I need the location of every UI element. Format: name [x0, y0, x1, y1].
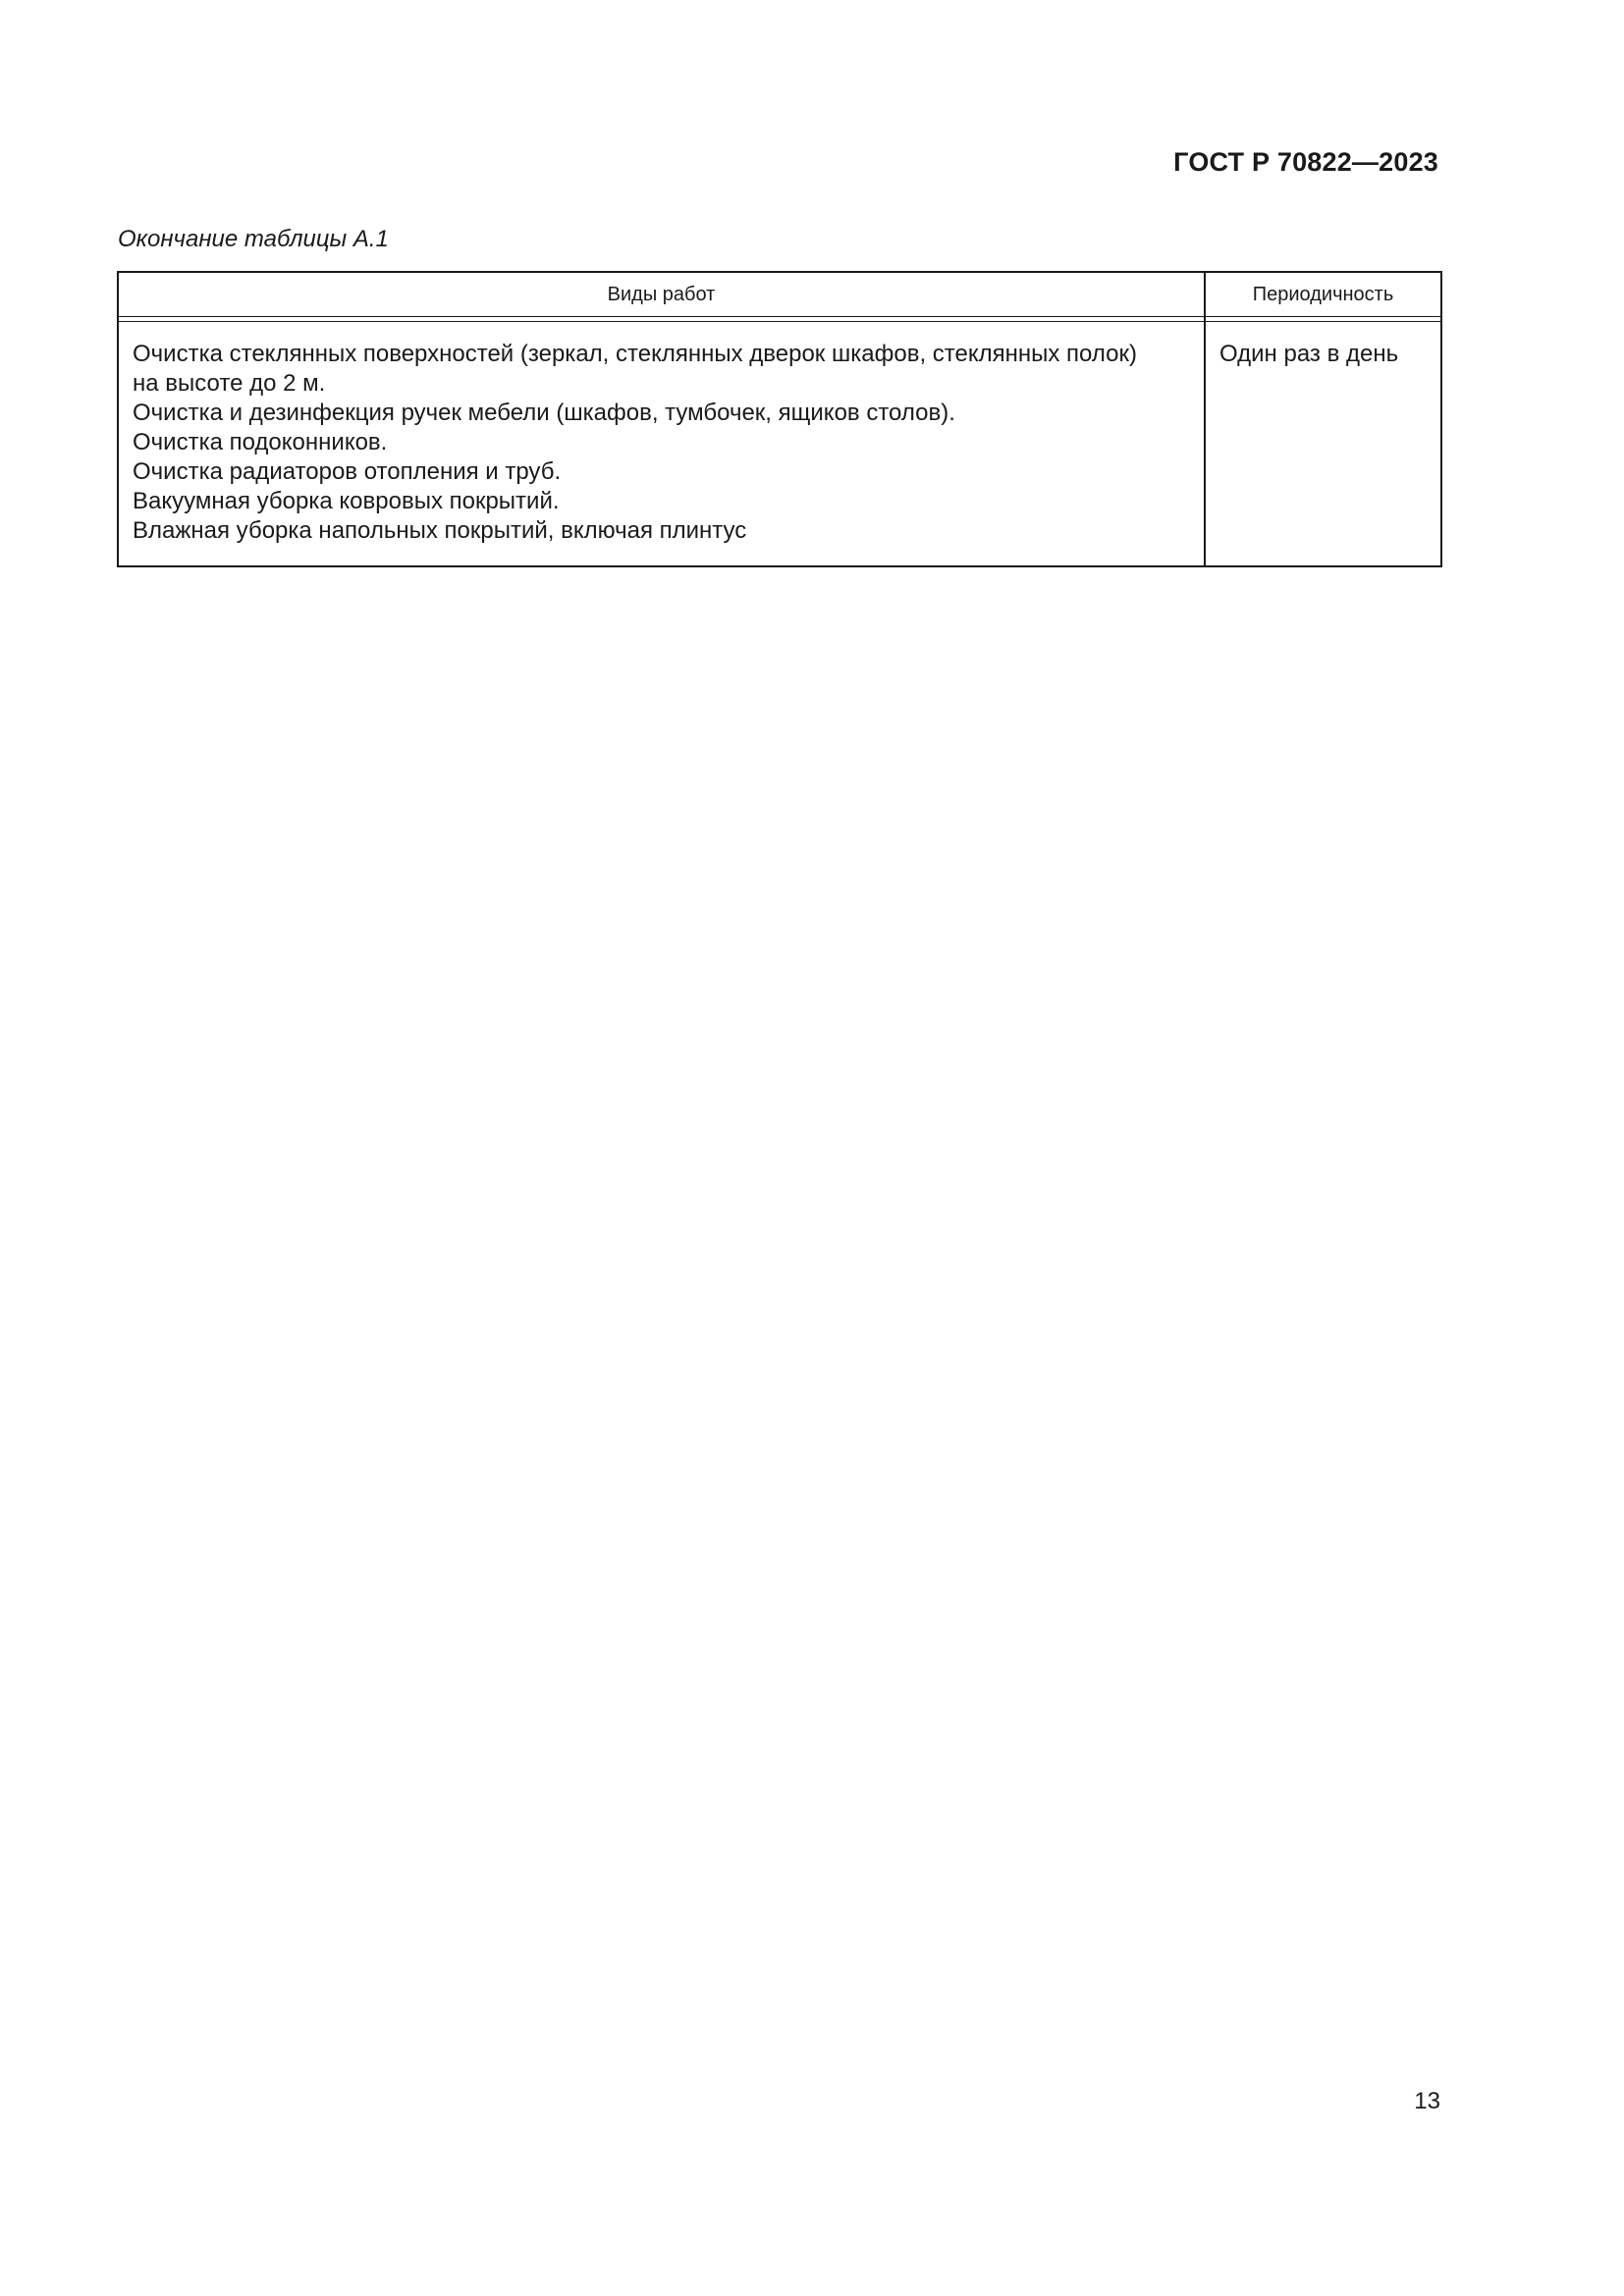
- work-item: Влажная уборка напольных покрытий, включая плинтус: [133, 517, 747, 544]
- page-number: 13: [1414, 2088, 1440, 2114]
- work-item: Очистка радиаторов отопления и труб.: [133, 458, 562, 485]
- work-table: [119, 273, 1440, 565]
- document-code: ГОСТ Р 70822—2023: [1173, 147, 1438, 177]
- works-cell: [119, 322, 1205, 566]
- table-header-row: [119, 273, 1440, 317]
- column-header-works: Виды работ: [119, 273, 1205, 317]
- table-row: [119, 322, 1440, 566]
- periodicity-cell: Один раз в день: [1219, 341, 1399, 367]
- work-item: Очистка и дезинфекция ручек мебели (шкафов, тумбочек, ящиков столов).: [133, 400, 955, 426]
- work-item: на высоте до 2 м.: [133, 370, 326, 397]
- table-caption: Окончание таблицы А.1: [118, 226, 389, 252]
- work-item: Очистка стеклянных поверхностей (зеркал, стеклянных дверок шкафов, стеклянных полок): [133, 341, 1137, 367]
- work-item: Очистка подоконников.: [133, 429, 388, 455]
- work-item: Вакуумная уборка ковровых покрытий.: [133, 488, 560, 514]
- column-header-periodicity: Периодичность: [1205, 273, 1440, 317]
- work-table-frame: [117, 271, 1442, 567]
